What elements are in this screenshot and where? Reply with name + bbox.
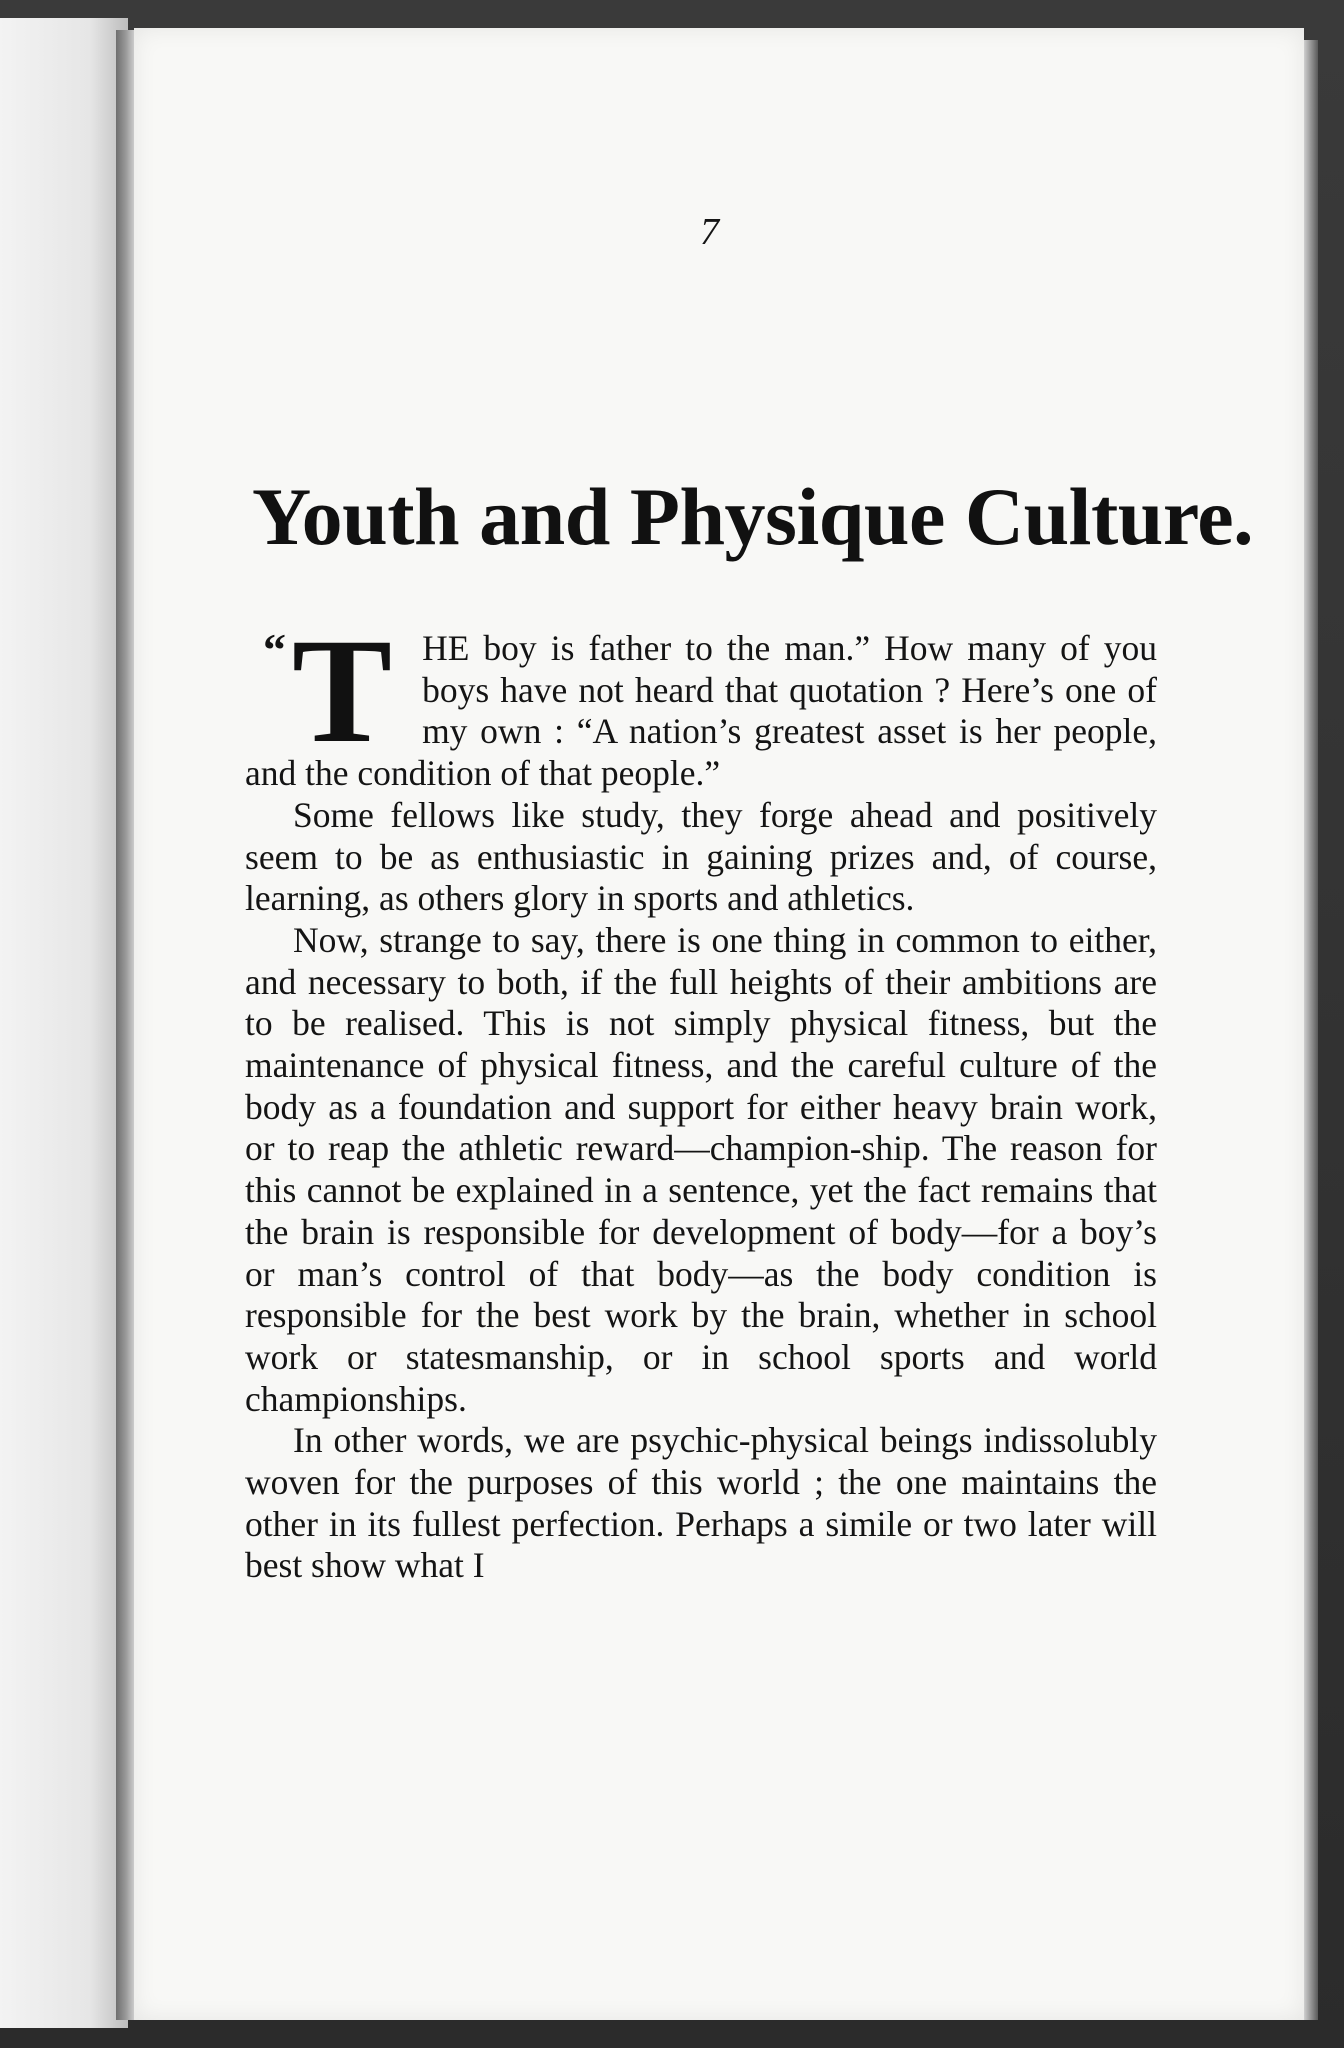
paragraph: Some fellows like study, they forge ahead and positively seem to be as enthusiastic in gaining prizes and, of course, learning, as others glory in sports and athletics. — [245, 794, 1157, 919]
page-number: 7 — [700, 211, 719, 253]
opening-paragraph — [245, 608, 1157, 795]
chapter-title: Youth and Physique Culture. — [252, 471, 1254, 562]
book-gutter — [116, 30, 136, 2020]
opening-quote-mark: “ — [263, 624, 286, 675]
page-right-edge — [1304, 40, 1318, 2020]
paragraph: In other words, we are psychic-physical beings indissolubly woven for the purposes of this world ; the one maintains the other in its fullest perfection. Perhaps a simile or two later will best show what I — [245, 1420, 1157, 1586]
paragraph: Now, strange to say, there is one thing in common to either, and necessary to both, if the full heights of their ambitions are to be realised. This is not simply physical fitness, but the maintenance of physical fitness, and the careful culture of the body as a foundation and support for either heavy brain work, or to reap the athletic reward—champion-ship. The reason for this cannot be explained in a sentence, yet the fact remains that the brain is responsible for development of body—for a boy’s or man’s control of that body—as the body condition is responsible for the best work by the brain, whether in school work or statesmanship, or in school sports and world championships. — [245, 919, 1157, 1419]
facing-page-edge — [0, 18, 128, 2028]
drop-cap: T — [292, 608, 393, 774]
opening-text: HE boy is father to the man.” How many of you boys have not heard that quotation ? Here’s one of my own : “A nation’s greatest asset is her people, and the condition of that people.” — [245, 628, 1157, 794]
body-text — [245, 608, 1157, 1587]
